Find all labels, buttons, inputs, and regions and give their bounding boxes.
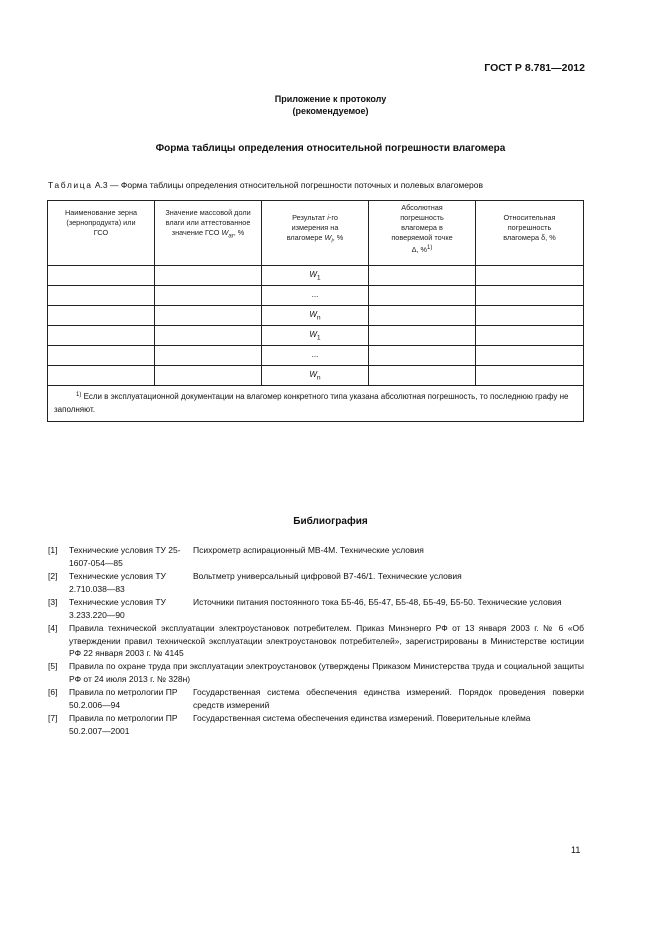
- table-row: [48, 266, 584, 286]
- table-cell: [369, 326, 476, 346]
- page-number: 11: [571, 845, 581, 855]
- footnote-text: Если в эксплуатационной документации на влагомер конкретного типа указана абсолютная погрешность, то последнюю графу не заполняют.: [54, 392, 569, 414]
- table-cell: [155, 346, 262, 366]
- bibliography-item: [4] Правила технической эксплуатации электроустановок потребителем. Приказ Минэнерго РФ от 13 января 2003 г. № 6 «Об утверждении правил технической эксплуатации электроустановок потребителей», зарегистрированы в Министерстве юстиции РФ 22 января 2003 г. № 4145: [48, 623, 584, 658]
- header-relative-error: Относительная погрешность влагомера δ, %: [476, 201, 584, 266]
- table-cell: [48, 266, 155, 286]
- table-row: [48, 286, 584, 306]
- table-cell: [48, 306, 155, 326]
- appendix-heading: [0, 93, 661, 117]
- table-cell: [155, 266, 262, 286]
- header-moisture-value: Значение массовой доли влаги или аттестованное значение ГСО $W_{ar}$, %: [155, 201, 262, 266]
- table-header-row: [48, 201, 584, 266]
- table-row: [48, 346, 584, 366]
- table-cell: [476, 286, 584, 306]
- document-standard-number: ГОСТ Р 8.781—2012: [484, 62, 585, 74]
- result-cell: $W_1$: [262, 266, 369, 286]
- table-cell: [476, 326, 584, 346]
- appendix-status: (рекомендуемое): [292, 106, 369, 116]
- bibliography-item: [2] Технические условия ТУ 2.710.038—83 Вольтметр универсальный цифровой В7-46/1. Технические условия: [48, 571, 462, 594]
- table-cell: [155, 306, 262, 326]
- bibliography-item: [6] Правила по метрологии ПР 50.2.006—94 Государственная система обеспечения единства измерений. Порядок проведения поверки средств измерений: [48, 687, 584, 710]
- table-cell: [476, 306, 584, 326]
- table-cell: [48, 346, 155, 366]
- table-row: [48, 366, 584, 386]
- header-grain-name: Наименование зерна (зернопродукта) или ГСО: [48, 201, 155, 266]
- table-cell: [369, 366, 476, 386]
- bibliography-item: [3] Технические условия ТУ 3.233.220—90 Источники питания постоянного тока Б5-46, Б5-47, Б5-48, Б5-49, Б5-50. Технические условия: [48, 597, 562, 620]
- result-cell: $W_n$: [262, 366, 369, 386]
- table-row: [48, 326, 584, 346]
- table-cell: [369, 266, 476, 286]
- table-cell: [476, 346, 584, 366]
- table-cell: [48, 286, 155, 306]
- appendix-title: Приложение к протоколу: [274, 94, 387, 104]
- form-title: Форма таблицы определения относительной погрешности влагомера: [155, 143, 506, 154]
- table-cell: [476, 266, 584, 286]
- table-caption-text: А.3 — Форма таблицы определения относительной погрешности поточных и полевых влагомеров: [92, 180, 483, 190]
- table-cell: [155, 326, 262, 346]
- table-row: [48, 306, 584, 326]
- header-absolute-error: Абсолютная погрешность влагомера в поверяемой точке Δ, %$^{1)}$: [369, 201, 476, 266]
- bibliography-item: [1] Технические условия ТУ 25-1607-054—85 Психрометр аспирационный МВ-4М. Технические условия: [48, 545, 424, 568]
- table-cell: [476, 366, 584, 386]
- table-cell: [369, 346, 476, 366]
- table-cell: [155, 366, 262, 386]
- table-cell: [48, 326, 155, 346]
- table-caption: [48, 180, 483, 190]
- result-cell: ...: [262, 286, 369, 306]
- footnote-row: [48, 386, 584, 422]
- table-caption-prefix: Таблица: [48, 180, 93, 190]
- table-cell: [48, 366, 155, 386]
- header-measurement-result: Результат i-го измерения на влагомере $W_i$, %: [262, 201, 369, 266]
- error-form-table: [47, 200, 584, 422]
- table-cell: [155, 286, 262, 306]
- bibliography-item: [5] Правила по охране труда при эксплуатации электроустановок (утверждены Приказом Министерства труда и социальной защиты РФ от 24 июля 2013 г. № 328н): [48, 661, 584, 684]
- table-cell: [369, 306, 476, 326]
- result-cell: $W_1$: [262, 326, 369, 346]
- table-cell: [369, 286, 476, 306]
- table-footnote: [48, 386, 584, 422]
- result-cell: $W_n$: [262, 306, 369, 326]
- bibliography-title: Библиография: [293, 516, 368, 527]
- footnote-mark: 1): [76, 392, 82, 398]
- bibliography-item: [7] Правила по метрологии ПР 50.2.007—2001 Государственная система обеспечения единства измерений. Поверительные клейма: [48, 713, 531, 736]
- result-cell: ...: [262, 346, 369, 366]
